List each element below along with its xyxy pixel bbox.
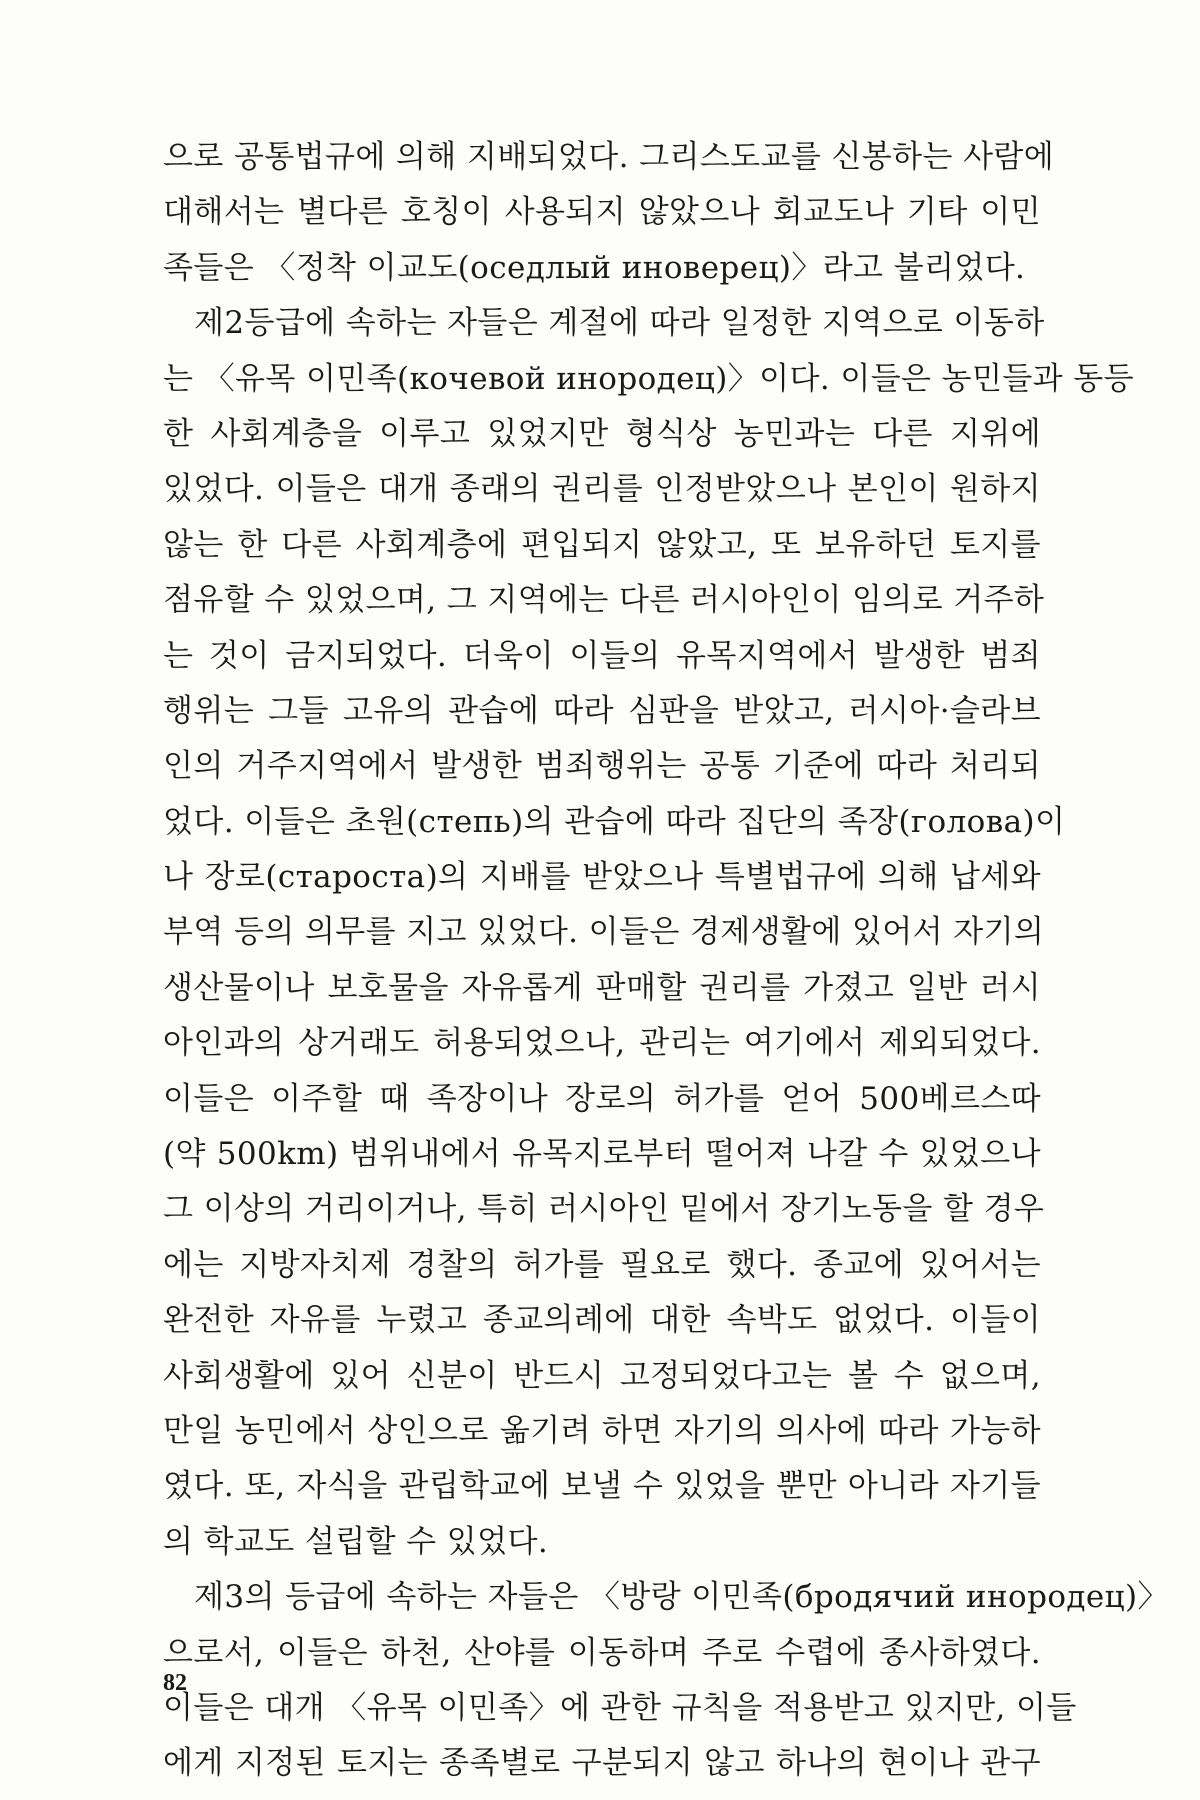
text-line: 제2등급에 속하는 자들은 계절에 따라 일정한 지역으로 이동하 (194, 305, 1045, 342)
text-line: 이들은 대개 〈유목 이민족〉에 관한 규칙을 적용받고 있지만, 이들 (163, 1689, 1077, 1726)
text-line: 인의 거주지역에서 발생한 범죄행위는 공통 기준에 따라 처리되 (163, 748, 1041, 785)
text-line: 에게 지정된 토지는 종족별로 구분되지 않고 하나의 현이나 관구 (163, 1745, 1041, 1782)
text-line: 제3의 등급에 속하는 자들은 〈방랑 이민족(бродячий инородец)〉 (194, 1579, 1169, 1616)
text-line: 않는 한 다른 사회계층에 편입되지 않았고, 또 보유하던 토지를 (163, 526, 1041, 563)
text-line: 한 사회계층을 이루고 있었지만 형식상 농민과는 다른 지위에 (163, 415, 1041, 452)
text-line: 었다. 이들은 초원(степь)의 관습에 따라 집단의 족장(голова)이 (163, 803, 1066, 840)
text-line: 아인과의 상거래도 허용되었으나, 관리는 여기에서 제외되었다. (163, 1025, 1041, 1062)
text-line: 는 〈유목 이민족(кочевой инородец)〉이다. 이들은 농민들과 동등 (163, 360, 1134, 397)
text-line: 으로서, 이들은 하천, 산야를 이동하며 주로 수렵에 종사하였다. (163, 1634, 1041, 1671)
text-line: 에는 지방자치제 경찰의 허가를 필요로 했다. 종교에 있어서는 (163, 1246, 1041, 1283)
text-line: 행위는 그들 고유의 관습에 따라 심판을 받았고, 러시아·슬라브 (163, 692, 1041, 729)
text-line: 있었다. 이들은 대개 종래의 권리를 인정받았으나 본인이 원하지 (163, 471, 1041, 508)
text-line: 는 것이 금지되었다. 더욱이 이들의 유목지역에서 발생한 범죄 (163, 637, 1041, 674)
text-line: 으로 공통법규에 의해 지배되었다. 그리스도교를 신봉하는 사람에 (163, 139, 1055, 175)
text-line: 의 학교도 설립할 수 있었다. (163, 1523, 549, 1560)
text-line: 그 이상의 거리이거나, 특히 러시아인 밑에서 장기노동을 할 경우 (163, 1191, 1045, 1228)
body-text (163, 130, 1169, 1792)
text-line: 나 장로(староста)의 지배를 받았으나 특별법규에 의해 납세와 (163, 859, 1041, 896)
text-line: 대해서는 별다른 호칭이 사용되지 않았으나 회교도나 기타 이민 (163, 194, 1041, 231)
page-number: 82 (163, 1670, 187, 1696)
text-line: 였다. 또, 자식을 관립학교에 보낼 수 있었을 뿐만 아니라 자기들 (163, 1468, 1041, 1505)
text-line: 생산물이나 보호물을 자유롭게 판매할 권리를 가졌고 일반 러시 (163, 969, 1041, 1006)
text-line: 만일 농민에서 상인으로 옮기려 하면 자기의 의사에 따라 가능하 (163, 1412, 1041, 1449)
text-line: 사회생활에 있어 신분이 반드시 고정되었다고는 볼 수 없으며, (163, 1357, 1041, 1394)
text-line: 이들은 이주할 때 족장이나 장로의 허가를 얻어 500베르스따 (163, 1080, 1041, 1117)
text-line: 점유할 수 있었으며, 그 지역에는 다른 러시아인이 임의로 거주하 (163, 582, 1045, 619)
text-line: (약 500km) 범위내에서 유목지로부터 떨어져 나갈 수 있었으나 (163, 1136, 1041, 1173)
text-line: 부역 등의 의무를 지고 있었다. 이들은 경제생활에 있어서 자기의 (163, 914, 1045, 951)
text-line: 족들은 〈정착 이교도(оседлый иноверец)〉라고 불리었다. (163, 249, 1026, 286)
text-line: 완전한 자유를 누렸고 종교의례에 대한 속박도 없었다. 이들이 (163, 1302, 1041, 1339)
